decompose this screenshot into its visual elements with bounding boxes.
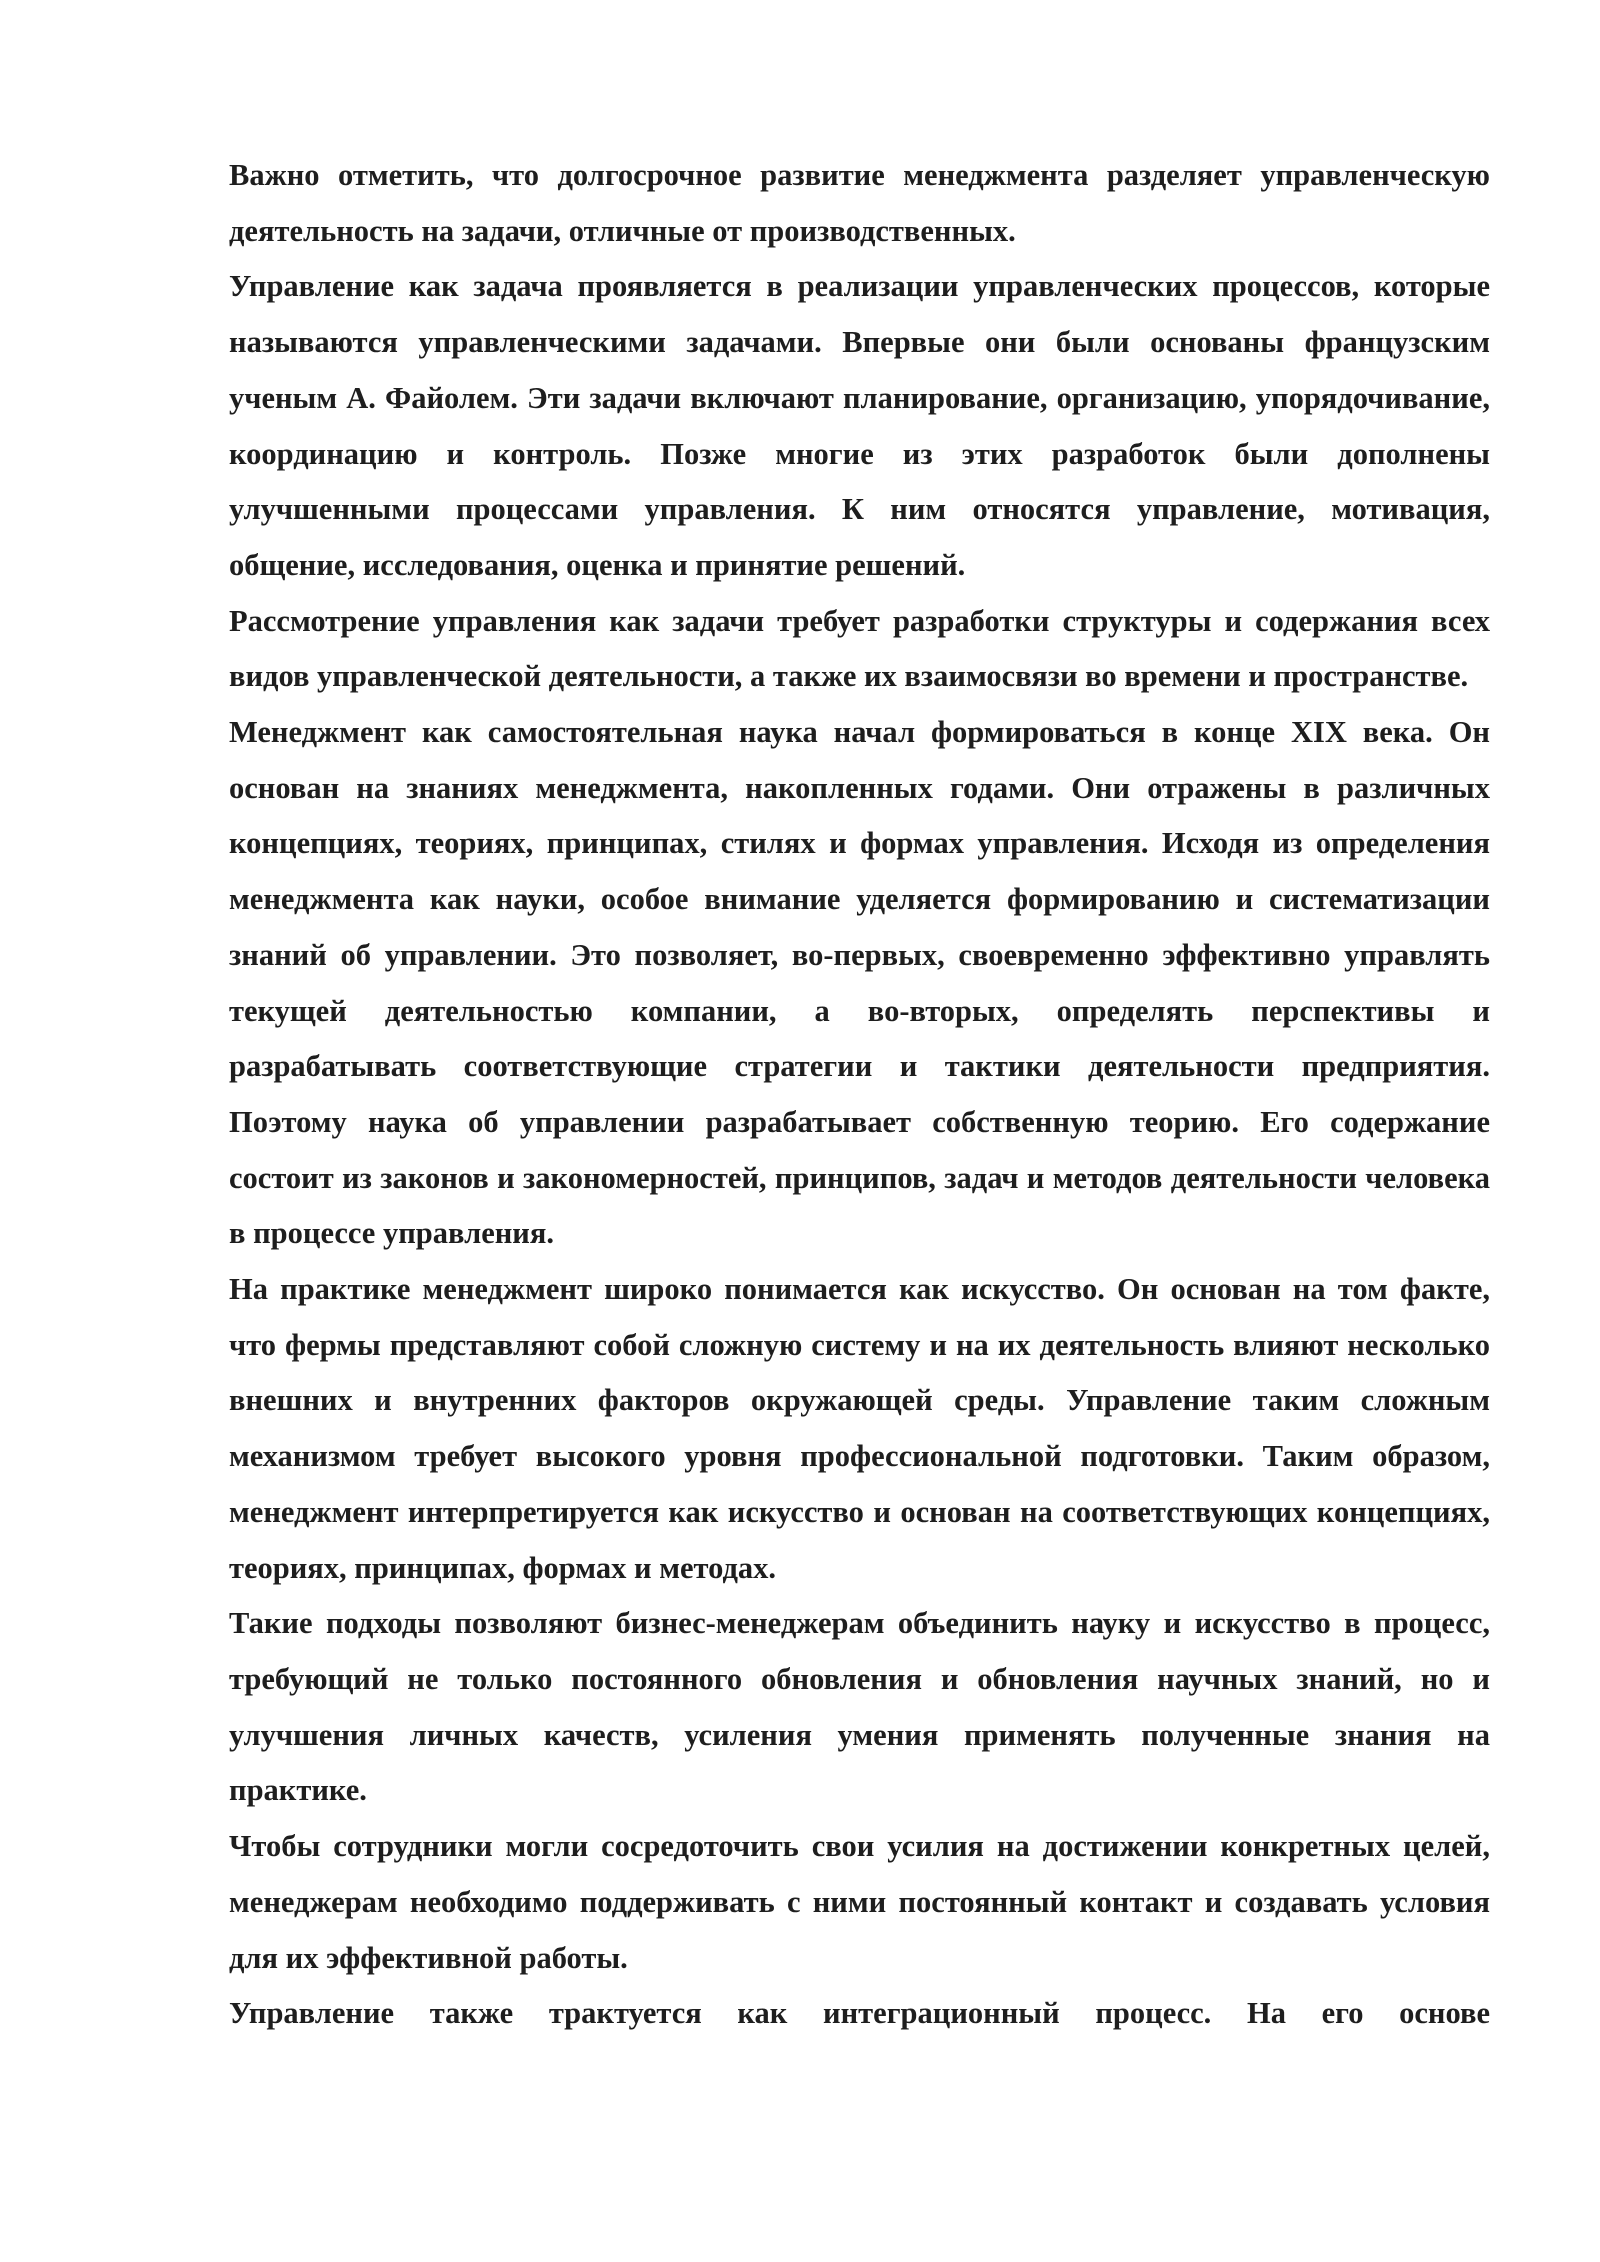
- paragraph-8: Управление также трактуется как интеграционный процесс. На его основе: [229, 1996, 1490, 2031]
- paragraph-2: Управление как задача проявляется в реализации управленческих процессов, которые называются управленческими задачами. Впервые они были основаны французским ученым А. Файолем. Эти задачи включают планирование, организацию, упорядочивание, координацию и контроль. Позже многие из этих разработок были дополнены улучшенными процессами управления. К ним относятся управление, мотивация, общение, исследования, оценка и принятие решений.: [229, 269, 1490, 582]
- paragraph-1: Важно отметить, что долгосрочное развитие менеджмента разделяет управленческую деятельность на задачи, отличные от производственных.: [229, 158, 1490, 248]
- paragraph-6: Такие подходы позволяют бизнес-менеджерам объединить науку и искусство в процесс, требующий не только постоянного обновления и обновления научных знаний, но и улучшения личных качеств, усиления умения применять полученные знания на практике.: [229, 1606, 1490, 1808]
- paragraph-4: Менеджмент как самостоятельная наука начал формироваться в конце XIX века. Он основан на знаниях менеджмента, накопленных годами. Они отражены в различных концепциях, теориях, принципах, стилях и формах управления. Исходя из определения менеджмента как науки, особое внимание уделяется формированию и систематизации знаний об управлении. Это позволяет, во-первых, своевременно эффективно управлять текущей деятельностью компании, а во-вторых, определять перспективы и разрабатывать соответствующие стратегии и тактики деятельности предприятия. Поэтому наука об управлении разрабатывает собственную теорию. Его содержание состоит из законов и закономерностей, принципов, задач и методов деятельности человека в процессе управления.: [229, 715, 1490, 1251]
- paragraph-3: Рассмотрение управления как задачи требует разработки структуры и содержания всех видов управленческой деятельности, а также их взаимосвязи во времени и пространстве.: [229, 603, 1490, 694]
- paragraph-5: На практике менеджмент широко понимается как искусство. Он основан на том факте, что фермы представляют собой сложную систему и на их деятельность влияют несколько внешних и внутренних факторов окружающей среды. Управление таким сложным механизмом требует высокого уровня профессиональной подготовки. Таким образом, менеджмент интерпретируется как искусство и основан на соответствующих концепциях, теориях, принципах, формах и методах.: [229, 1272, 1490, 1585]
- paragraph-7: Чтобы сотрудники могли сосредоточить свои усилия на достижении конкретных целей, менеджерам необходимо поддерживать с ними постоянный контакт и создавать условия для их эффективной работы.: [229, 1829, 1490, 1975]
- document-page: [229, 148, 1490, 2208]
